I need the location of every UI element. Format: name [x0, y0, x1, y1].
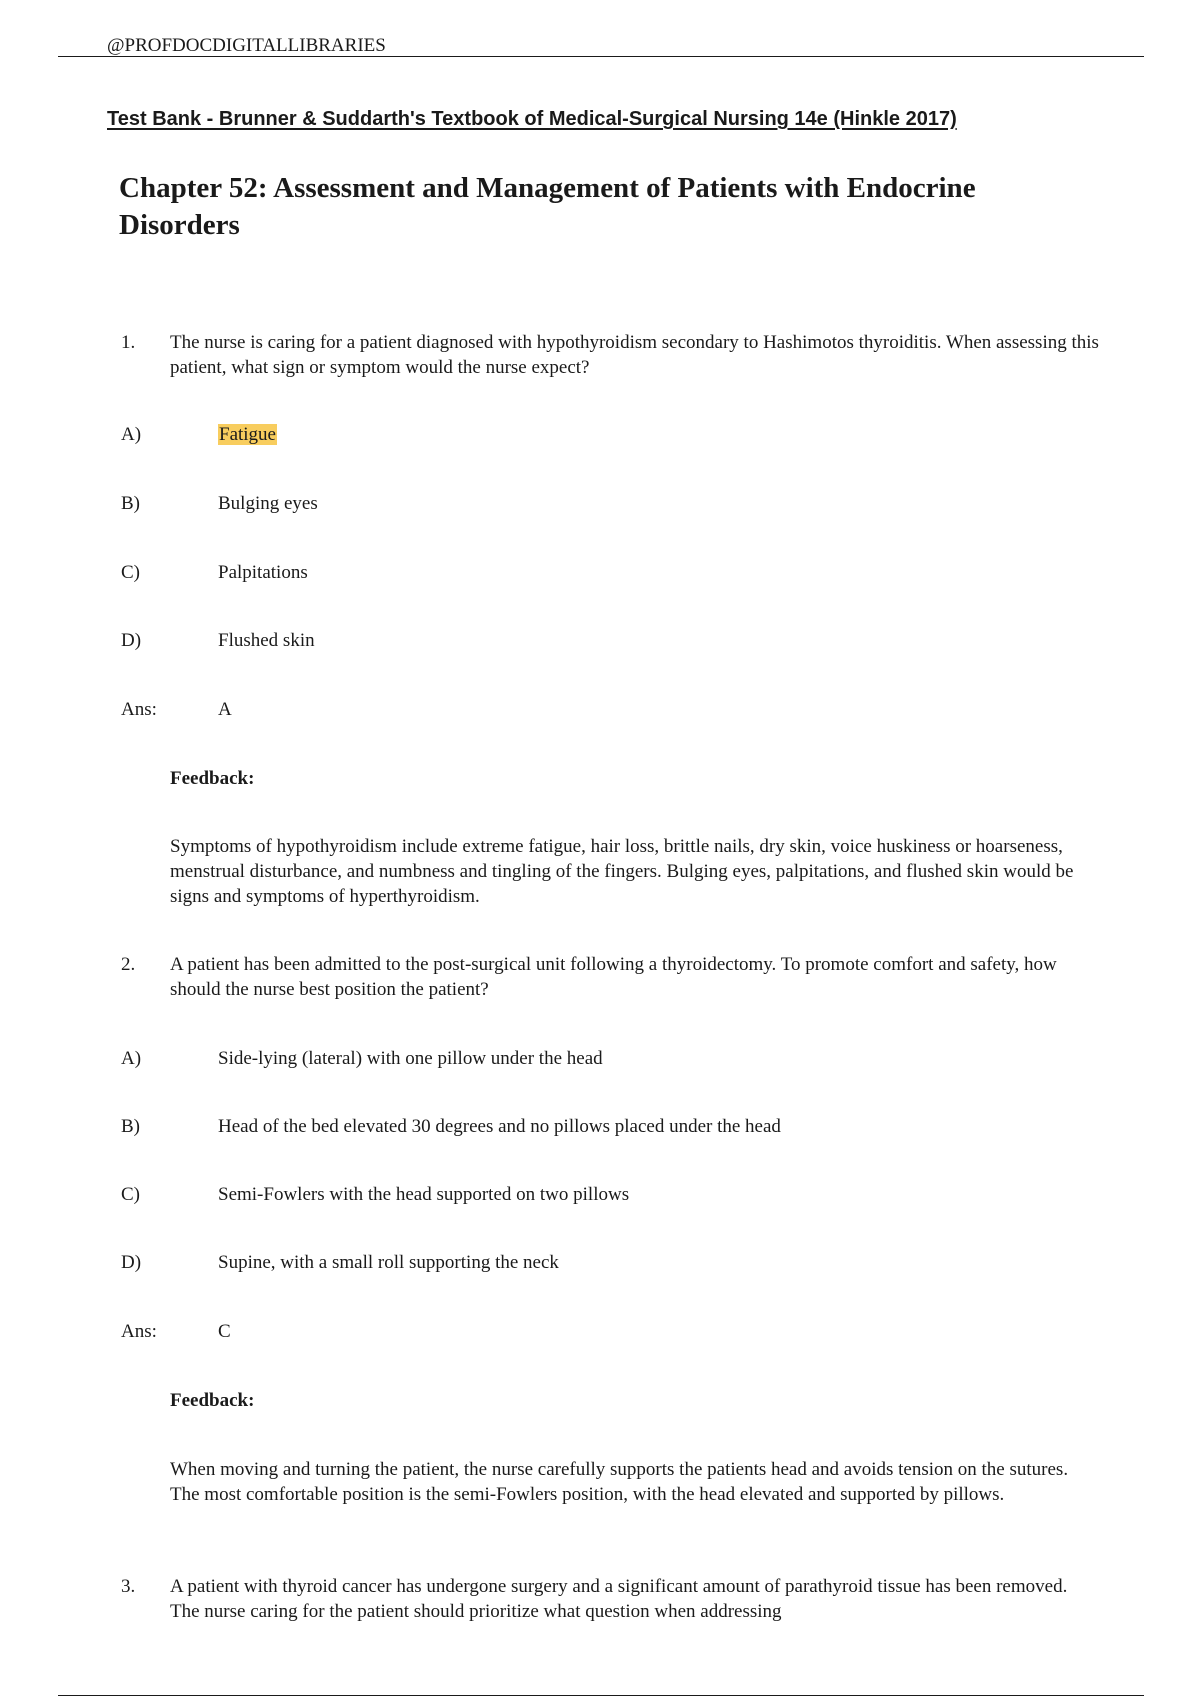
q2-option-a-letter: A) [121, 1048, 142, 1069]
question-3-stem: A patient with thyroid cancer has undergone surgery and a significant amount of parathyroid tissue has been removed. The nurse caring for the patient should prioritize what question when addressing [170, 1576, 1068, 1622]
q2-ans-value: C [218, 1321, 231, 1342]
q1-ans-value: A [218, 699, 232, 720]
q1-ans-label: Ans: [121, 699, 157, 720]
q2-option-d-letter: D) [121, 1252, 142, 1273]
q1-option-c-text: Palpitations [218, 562, 308, 583]
header-rule [58, 56, 1144, 57]
q1-option-d-letter: D) [121, 630, 142, 651]
q1-feedback-label: Feedback: [170, 768, 255, 789]
question-2-number: 2. [121, 954, 136, 975]
q1-option-d-text: Flushed skin [218, 630, 315, 651]
q2-option-b-letter: B) [121, 1116, 140, 1137]
q2-option-a-text: Side-lying (lateral) with one pillow under the head [218, 1048, 603, 1069]
q2-option-c-letter: C) [121, 1184, 140, 1205]
question-2-stem: A patient has been admitted to the post-surgical unit following a thyroidectomy. To promote comfort and safety, how should the nurse best position the patient? [170, 954, 1057, 1000]
q1-option-b-letter: B) [121, 493, 140, 514]
q2-option-c-text: Semi-Fowlers with the head supported on two pillows [218, 1184, 630, 1205]
chapter-title: Chapter 52: Assessment and Management of Patients with Endocrine Disorders [119, 172, 976, 241]
q1-option-a-letter: A) [121, 424, 142, 445]
doc-title: Test Bank - Brunner & Suddarth's Textbook of Medical-Surgical Nursing 14e (Hinkle 2017) [107, 108, 957, 130]
q1-option-c-letter: C) [121, 562, 140, 583]
header-label: @PROFDOCDIGITALLIBRARIES [107, 35, 386, 56]
question-1-number: 1. [121, 332, 136, 353]
q1-feedback-text: Symptoms of hypothyroidism include extreme fatigue, hair loss, brittle nails, dry skin, voice huskiness or hoarseness, menstrual disturbance, and numbness and tingling of the fingers. Bulging eyes, palpitations, and flushed skin would be signs and symptoms of hyperthyroidism. [170, 836, 1074, 907]
q2-feedback-text: When moving and turning the patient, the nurse carefully supports the patients head and avoids tension on the sutures. The most comfortable position is the semi-Fowlers position, with the head elevated and supported by pillows. [170, 1459, 1069, 1505]
question-1-stem: The nurse is caring for a patient diagnosed with hypothyroidism secondary to Hashimotos thyroiditis. When assessing this patient, what sign or symptom would the nurse expect? [170, 332, 1099, 378]
question-3-number: 3. [121, 1576, 136, 1597]
q2-option-d-text: Supine, with a small roll supporting the neck [218, 1252, 559, 1273]
q2-feedback-label: Feedback: [170, 1390, 255, 1411]
footer-rule [58, 1695, 1144, 1696]
q1-option-a-text [218, 422, 277, 448]
q2-ans-label: Ans: [121, 1321, 157, 1342]
q1-option-b-text: Bulging eyes [218, 493, 318, 514]
q1-option-a-highlight: Fatigue [219, 424, 276, 445]
q2-option-b-text: Head of the bed elevated 30 degrees and no pillows placed under the head [218, 1116, 781, 1137]
